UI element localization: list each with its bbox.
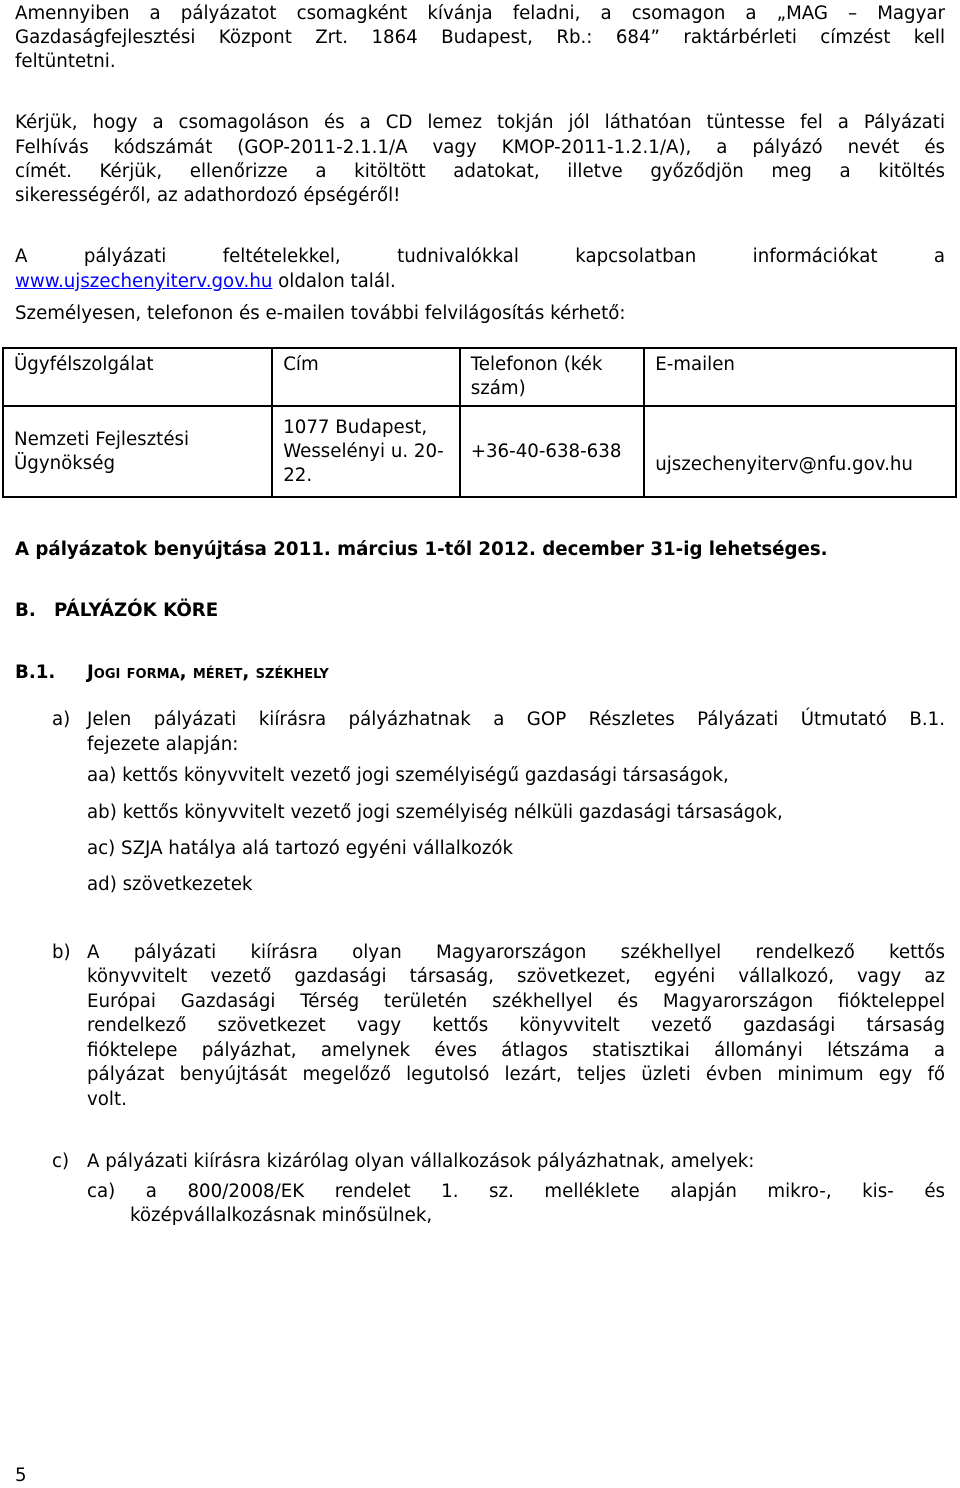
contact-table-row xyxy=(3,406,956,497)
cell-address: 1077 Budapest, Wesselényi u. 20-22. xyxy=(272,406,460,497)
item-c-sub-ca-line2: középvállalkozásnak minősülnek, xyxy=(130,1205,433,1226)
item-b-line3: Európai Gazdasági Térség területén székhellyel és Magyarországon fiókteleppel xyxy=(87,991,945,1012)
item-b-line6: pályázat benyújtását megelőző legutolsó lezárt, teljes üzleti évben minimum egy fő xyxy=(87,1064,945,1085)
intro-p2-line4: sikerességéről, az adathordozó épségéről! xyxy=(15,185,401,206)
item-c-sub-ca-line1: ca) a 800/2008/EK rendelet 1. sz. melléklete alapján mikro-, kis- és xyxy=(87,1181,945,1202)
section-b1-title: Jogi forma, méret, székhely xyxy=(87,662,329,683)
intro-p2-line2: Felhívás kódszámát (GOP-2011-2.1.1/A vagy KMOP-2011-1.2.1/A), a pályázó nevét és xyxy=(15,137,945,158)
intro-p1-line1: Amennyiben a pályázatot csomagként kívánja feladni, a csomagon a „MAG – Magyar xyxy=(15,3,945,24)
item-a-marker: a) xyxy=(52,709,71,730)
cell-phone: +36-40-638-638 xyxy=(460,406,644,497)
contact-table xyxy=(2,347,957,498)
intro-p2-line3: címét. Kérjük, ellenőrizze a kitöltött adatokat, illetve győződjön meg a kitöltés xyxy=(15,161,945,182)
page-number: 5 xyxy=(15,1465,27,1486)
deadline-statement: A pályázatok benyújtása 2011. március 1-től 2012. december 31-ig lehetséges. xyxy=(15,539,828,560)
item-b-line4: rendelkező szövetkezet vagy kettős könyvvitelt vezető gazdasági társaság xyxy=(87,1015,945,1036)
header-address: Cím xyxy=(272,348,460,406)
item-a-line2: fejezete alapján: xyxy=(87,734,239,755)
cell-org: Nemzeti Fejlesztési Ügynökség xyxy=(3,406,272,497)
intro-p3-line2 xyxy=(15,270,396,294)
item-a-sub-ab: ab) kettős könyvvitelt vezető jogi személyiség nélküli gazdasági társaságok, xyxy=(87,802,783,823)
item-a-line1: Jelen pályázati kiírásra pályázhatnak a GOP Részletes Pályázati Útmutató B.1. xyxy=(87,709,945,730)
item-b-line1: A pályázati kiírásra olyan Magyarországon székhellyel rendelkező kettős xyxy=(87,942,945,963)
item-c-line1: A pályázati kiírásra kizárólag olyan vállalkozások pályázhatnak, amelyek: xyxy=(87,1151,755,1172)
intro-p1-line2: Gazdaságfejlesztési Központ Zrt. 1864 Budapest, Rb.: 684” raktárbérleti címzést kell xyxy=(15,27,945,48)
website-link-suffix: oldalon talál. xyxy=(272,271,396,292)
intro-p2-line1: Kérjük, hogy a csomagoláson és a CD lemez tokján jól láthatóan tüntesse fel a Pályázati xyxy=(15,112,945,133)
item-b-marker: b) xyxy=(52,942,71,963)
section-b-title: PÁLYÁZÓK KÖRE xyxy=(54,600,219,621)
intro-p4: Személyesen, telefonon és e-mailen további felvilágosítás kérhető: xyxy=(15,303,626,324)
item-b-line2: könyvvitelt vezető gazdasági társaság, szövetkezet, egyéni vállalkozó, vagy az xyxy=(87,966,945,987)
item-b-line5: fióktelepe pályázhat, amelynek éves átlagos statisztikai állományi létszáma a xyxy=(87,1040,945,1061)
item-a-sub-ac: ac) SZJA hatálya alá tartozó egyéni vállalkozók xyxy=(87,838,514,859)
item-c-marker: c) xyxy=(52,1151,70,1172)
contact-table-header-row xyxy=(3,348,956,406)
header-service: Ügyfélszolgálat xyxy=(3,348,272,406)
website-link[interactable]: www.ujszechenyiterv.gov.hu xyxy=(15,271,273,292)
header-email: E-mailen xyxy=(644,348,956,406)
cell-email[interactable]: ujszechenyiterv@nfu.gov.hu xyxy=(644,406,956,497)
header-phone: Telefonon (kék szám) xyxy=(460,348,644,406)
section-b-number: B. xyxy=(15,600,36,621)
item-b-line7: volt. xyxy=(87,1089,127,1110)
intro-p3-line1: A pályázati feltételekkel, tudnivalókkal kapcsolatban információkat a xyxy=(15,246,945,267)
item-a-sub-aa: aa) kettős könyvvitelt vezető jogi személyiségű gazdasági társaságok, xyxy=(87,765,729,786)
section-b1-number: B.1. xyxy=(15,662,56,683)
intro-p1-line3: feltüntetni. xyxy=(15,51,116,72)
item-a-sub-ad: ad) szövetkezetek xyxy=(87,874,253,895)
